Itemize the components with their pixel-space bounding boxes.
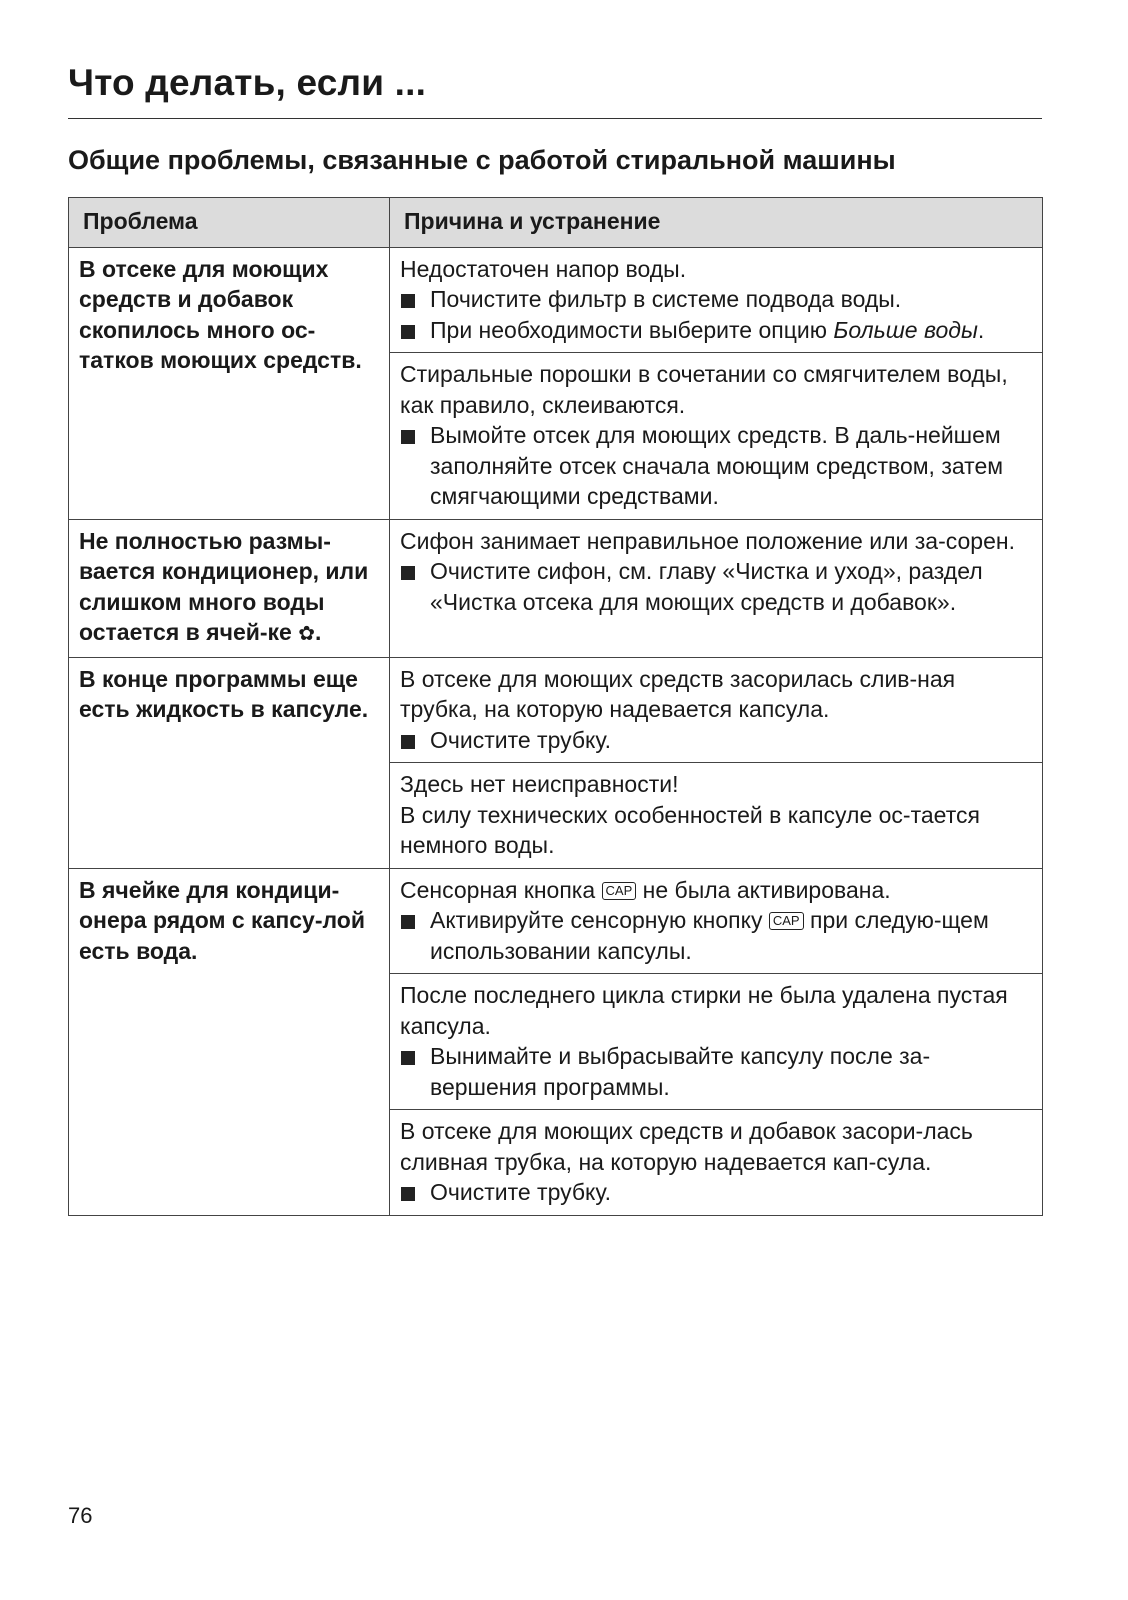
cause-text: Недостаточен напор воды. — [400, 255, 687, 282]
bullet-text: Очистите сифон, см. главу «Чистка и уход», раздел «Чистка отсека для моющих средств и добавок». — [430, 558, 983, 615]
square-bullet-icon — [400, 315, 430, 346]
bullet-text: При необходимости выберите опцию — [430, 316, 827, 343]
square-bullet-icon — [400, 1041, 430, 1102]
bullet-item: При необходимости выберите опцию Больше воды. — [400, 315, 1032, 346]
troubleshooting-table — [68, 197, 1043, 1216]
square-bullet-icon — [400, 556, 430, 617]
square-bullet-icon — [400, 420, 430, 512]
cause-cell — [390, 763, 1043, 869]
cause-text: В отсеке для моющих средств засорилась слив-ная трубка, на которую надевается капсула. — [400, 665, 956, 722]
cause-cell — [390, 974, 1043, 1110]
cause-text: В отсеке для моющих средств и добавок засори-лась сливная трубка, на которую надевается кап-сула. — [400, 1118, 973, 1175]
cause-cell — [390, 657, 1043, 763]
table-row — [69, 519, 1043, 657]
problem-cell: Не полностью размы-вается кондиционер, или слишком много воды остается в ячей-ке ✿. — [69, 519, 390, 657]
bullet-text: Вымойте отсек для моющих средств. В даль-нейшем заполняйте отсек сначала моющим средством, затем смягчающими средствами. — [430, 422, 1004, 509]
square-bullet-icon — [400, 1177, 430, 1208]
square-bullet-icon — [400, 284, 430, 315]
table-row — [69, 868, 1043, 974]
table-row — [69, 657, 1043, 763]
bullet-item — [400, 1041, 1032, 1102]
table-header-row — [69, 198, 1043, 248]
bullet-item — [400, 556, 1032, 617]
bullet-item — [400, 1177, 1032, 1208]
section-title: Общие проблемы, связанные с работой стиральной машины — [68, 145, 896, 175]
title-divider — [68, 118, 1042, 119]
problem-cell — [69, 657, 390, 868]
problem-cell — [69, 247, 390, 519]
problem-text: В ячейке для кондици-онера рядом с капсу-лой есть вода. — [79, 876, 365, 964]
cause-text: После последнего цикла стирки не была удалена пустая капсула. — [400, 982, 1008, 1039]
cause-cell — [390, 247, 1043, 353]
cap-button-icon: CAP — [602, 882, 637, 900]
bullet-text: Вынимайте и выбрасывайте капсулу после за-вершения программы. — [430, 1043, 931, 1100]
bullet-text: Почистите фильтр в системе подвода воды. — [430, 286, 902, 312]
cause-text-note: В силу технических особенностей в капсуле ос-тается немного воды. — [400, 801, 980, 858]
cause-text: Стиральные порошки в сочетании со смягчителем воды, как правило, склеиваются. — [400, 361, 1008, 418]
cause-text: Сифон занимает неправильное положение или за-сорен. — [400, 527, 1015, 554]
bullet-item: Активируйте сенсорную кнопку CAP при следую-щем использовании капсулы. — [400, 905, 1032, 966]
square-bullet-icon — [400, 725, 430, 756]
problem-text: В отсеке для моющих средств и добавок скопилось много ос-татков моющих средств. — [79, 255, 362, 373]
table-row — [69, 247, 1043, 353]
problem-text: В конце программы еще есть жидкость в капсуле. — [79, 665, 369, 722]
bullet-item — [400, 420, 1032, 512]
option-name: Больше воды — [833, 316, 978, 343]
header-problem: Проблема — [69, 198, 390, 248]
cap-button-icon: CAP — [769, 912, 804, 930]
cause-cell — [390, 1110, 1043, 1216]
flower-icon: ✿ — [298, 623, 315, 645]
bullet-text: Очистите трубку. — [430, 726, 611, 753]
page-title: Что делать, если ... — [68, 62, 427, 103]
problem-cell — [69, 868, 390, 1215]
cause-text: Сенсорная кнопка CAP не была активирована. — [400, 876, 891, 903]
cause-text: Здесь нет неисправности! — [400, 771, 679, 797]
bullet-item — [400, 725, 1032, 756]
square-bullet-icon — [400, 905, 430, 966]
cause-cell — [390, 353, 1043, 520]
cause-cell — [390, 868, 1043, 974]
bullet-text: Очистите трубку. — [430, 1179, 611, 1205]
problem-text: Не полностью размы-вается кондиционер, или слишком много воды остается в ячей-ке — [79, 527, 369, 645]
page-number: 76 — [68, 1503, 93, 1528]
cause-cell — [390, 519, 1043, 657]
bullet-item — [400, 284, 1032, 315]
header-solution: Причина и устранение — [390, 198, 1043, 248]
